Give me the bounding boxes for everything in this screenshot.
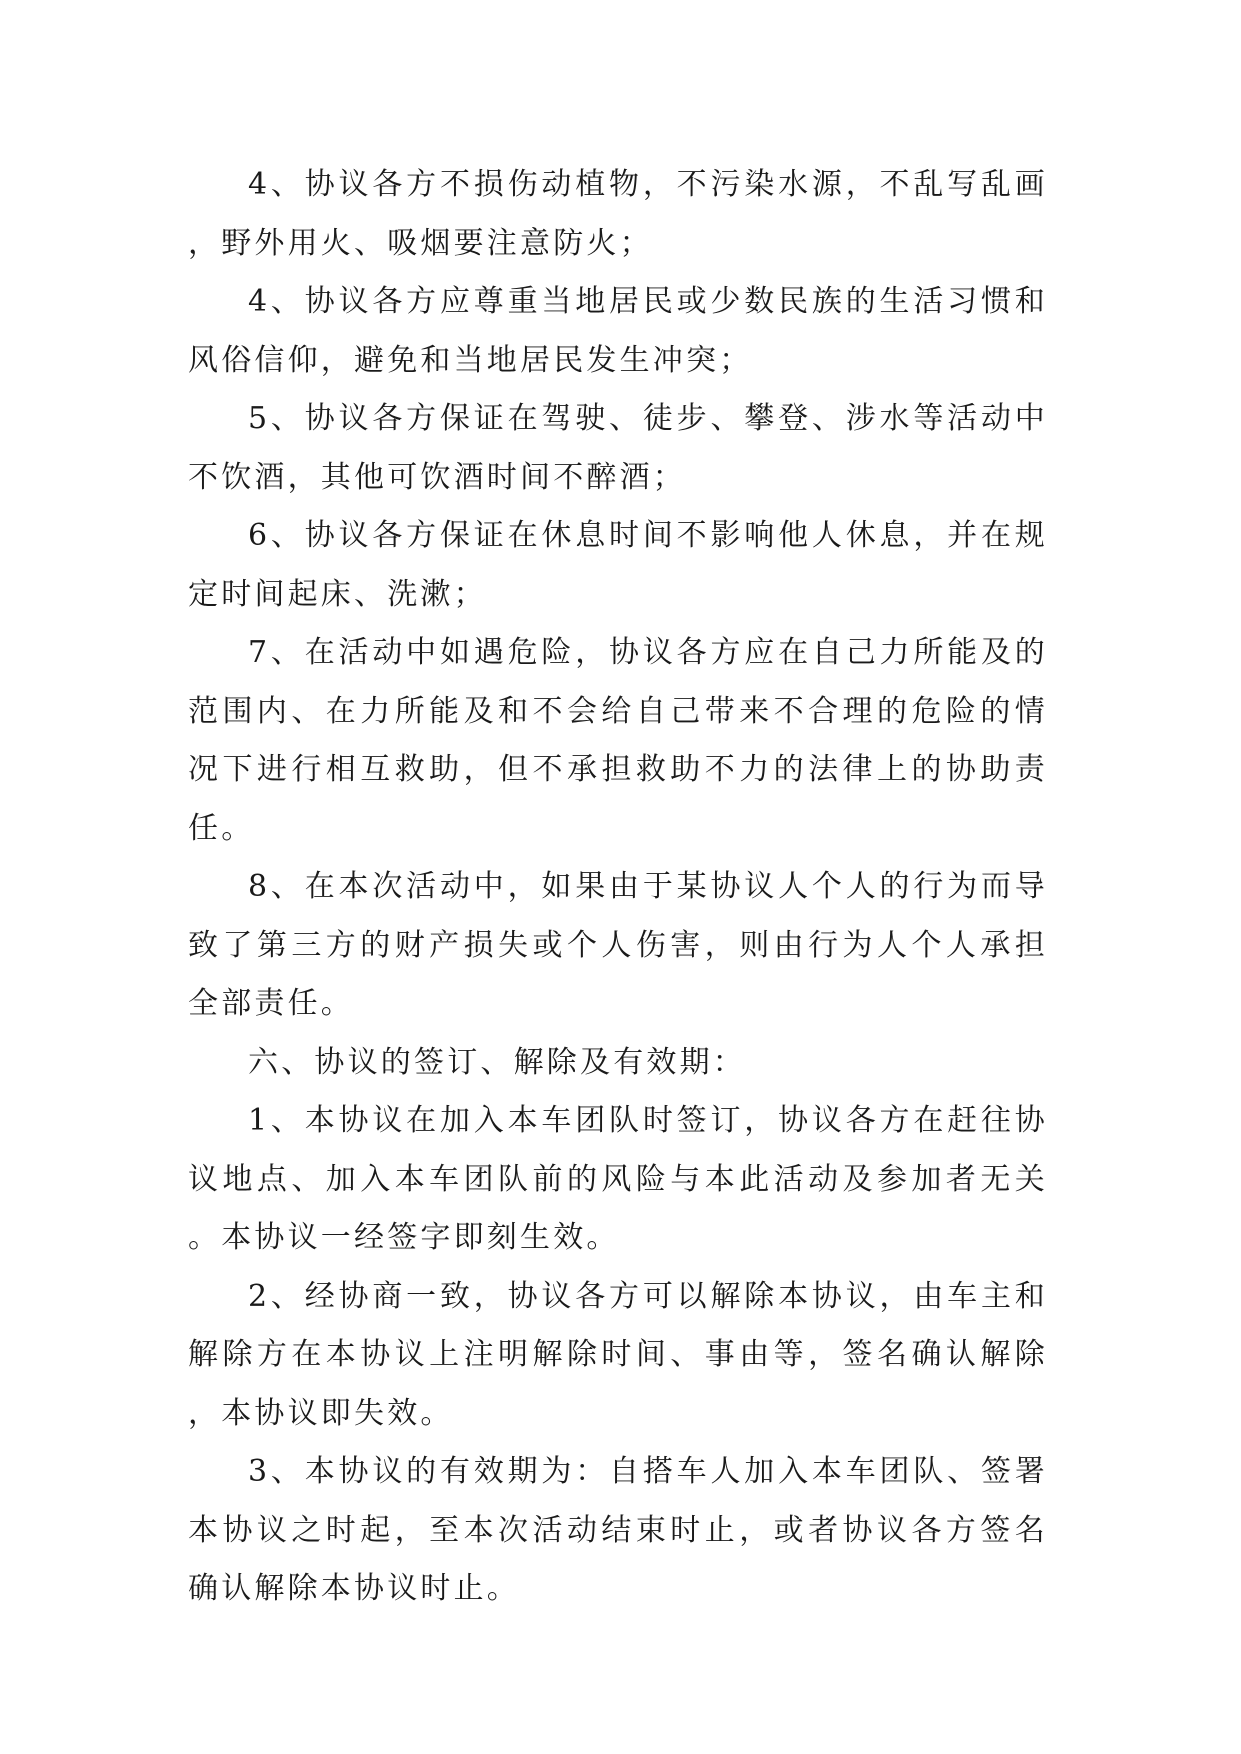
section-6-heading: 六、协议的签订、解除及有效期： — [248, 1044, 746, 1080]
document-body — [188, 156, 1048, 1619]
section-6-clause-1: 1、本协议在加入本车团队时签订，协议各方在赶往协议地点、加入本车团队前的风险与本此活动及参加者无关。本协议一经签字即刻生效。 — [188, 1103, 1048, 1255]
section-6-clause-2: 2、经协商一致，协议各方可以解除本协议，由车主和解除方在本协议上注明解除时间、事由等，签名确认解除，本协议即失效。 — [188, 1278, 1048, 1431]
clause-7-mutual-rescue: 7、在活动中如遇危险，协议各方应在自己力所能及的范围内、在力所能及和不会给自己带来不合理的危险的情况下进行相互救助，但不承担救助不力的法律上的协助责任。 — [188, 635, 1048, 846]
clause-6-rest-time: 6、协议各方保证在休息时间不影响他人休息，并在规定时间起床、洗漱； — [188, 518, 1048, 612]
clause-8-personal-liability: 8、在本次活动中，如果由于某协议人个人的行为而导致了第三方的财产损失或个人伤害，则由行为人个人承担全部责任。 — [188, 869, 1048, 1021]
section-6-clause-3: 3、本协议的有效期为：自搭车人加入本车团队、签署本协议之时起，至本次活动结束时止，或者协议各方签名确认解除本协议时止。 — [188, 1454, 1048, 1606]
clause-4-environment: 4、协议各方不损伤动植物，不污染水源，不乱写乱画，野外用火、吸烟要注意防火； — [188, 167, 1048, 261]
clause-5-no-drinking: 5、协议各方保证在驾驶、徒步、攀登、涉水等活动中不饮酒，其他可饮酒时间不醉酒； — [188, 401, 1048, 495]
clause-4-local-customs: 4、协议各方应尊重当地居民或少数民族的生活习惯和风俗信仰，避免和当地居民发生冲突； — [188, 284, 1048, 378]
